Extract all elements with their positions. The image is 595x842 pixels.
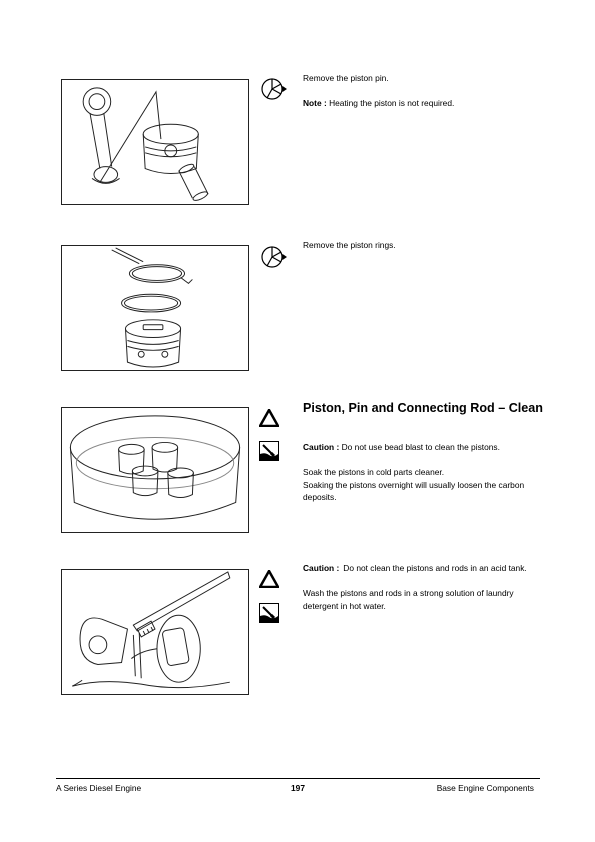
pistons-soaking-illustration (61, 407, 249, 533)
footer-rule (56, 778, 540, 779)
caution-text: Do not clean the pistons and rods in an acid tank. (343, 563, 527, 573)
footer-left: A Series Diesel Engine (56, 783, 142, 793)
step-soak-overnight: Soaking the pistons overnight will usually loosen the carbon deposits. (303, 479, 525, 502)
step-remove-piston-pin: Remove the piston pin. (303, 73, 389, 83)
warning-triangle-icon (259, 570, 279, 588)
piston-rod-cleaning-illustration (61, 569, 249, 695)
warning-triangle-icon (259, 409, 279, 427)
step-remove-piston-rings: Remove the piston rings. (303, 240, 396, 250)
step-wash-pistons-rods: Wash the pistons and rods in a strong solution of laundry detergent in hot water. (303, 588, 514, 611)
piston-rings-removal-illustration (61, 245, 249, 371)
caution-label: Caution : (303, 563, 340, 573)
section-heading: Piston, Pin and Connecting Rod – Clean (303, 401, 543, 415)
note-label: Note : (303, 98, 327, 108)
note-text: Heating the piston is not required. (329, 98, 455, 108)
caution-text: Do not use bead blast to clean the pistons. (341, 442, 500, 452)
disassembly-tool-icon (259, 76, 287, 102)
disassembly-tool-icon (259, 244, 287, 270)
caution-acid-tank (303, 562, 543, 575)
piston-pin-removal-illustration (61, 79, 249, 205)
caution-label: Caution : (303, 442, 340, 452)
cleaning-tool-icon (259, 441, 279, 461)
footer-right: Base Engine Components (436, 783, 534, 793)
caution-bead-blast (303, 441, 543, 454)
step-soak-pistons: Soak the pistons in cold parts cleaner. (303, 467, 445, 477)
page-number: 197 (291, 783, 305, 793)
note (303, 97, 543, 110)
cleaning-tool-icon (259, 603, 279, 623)
